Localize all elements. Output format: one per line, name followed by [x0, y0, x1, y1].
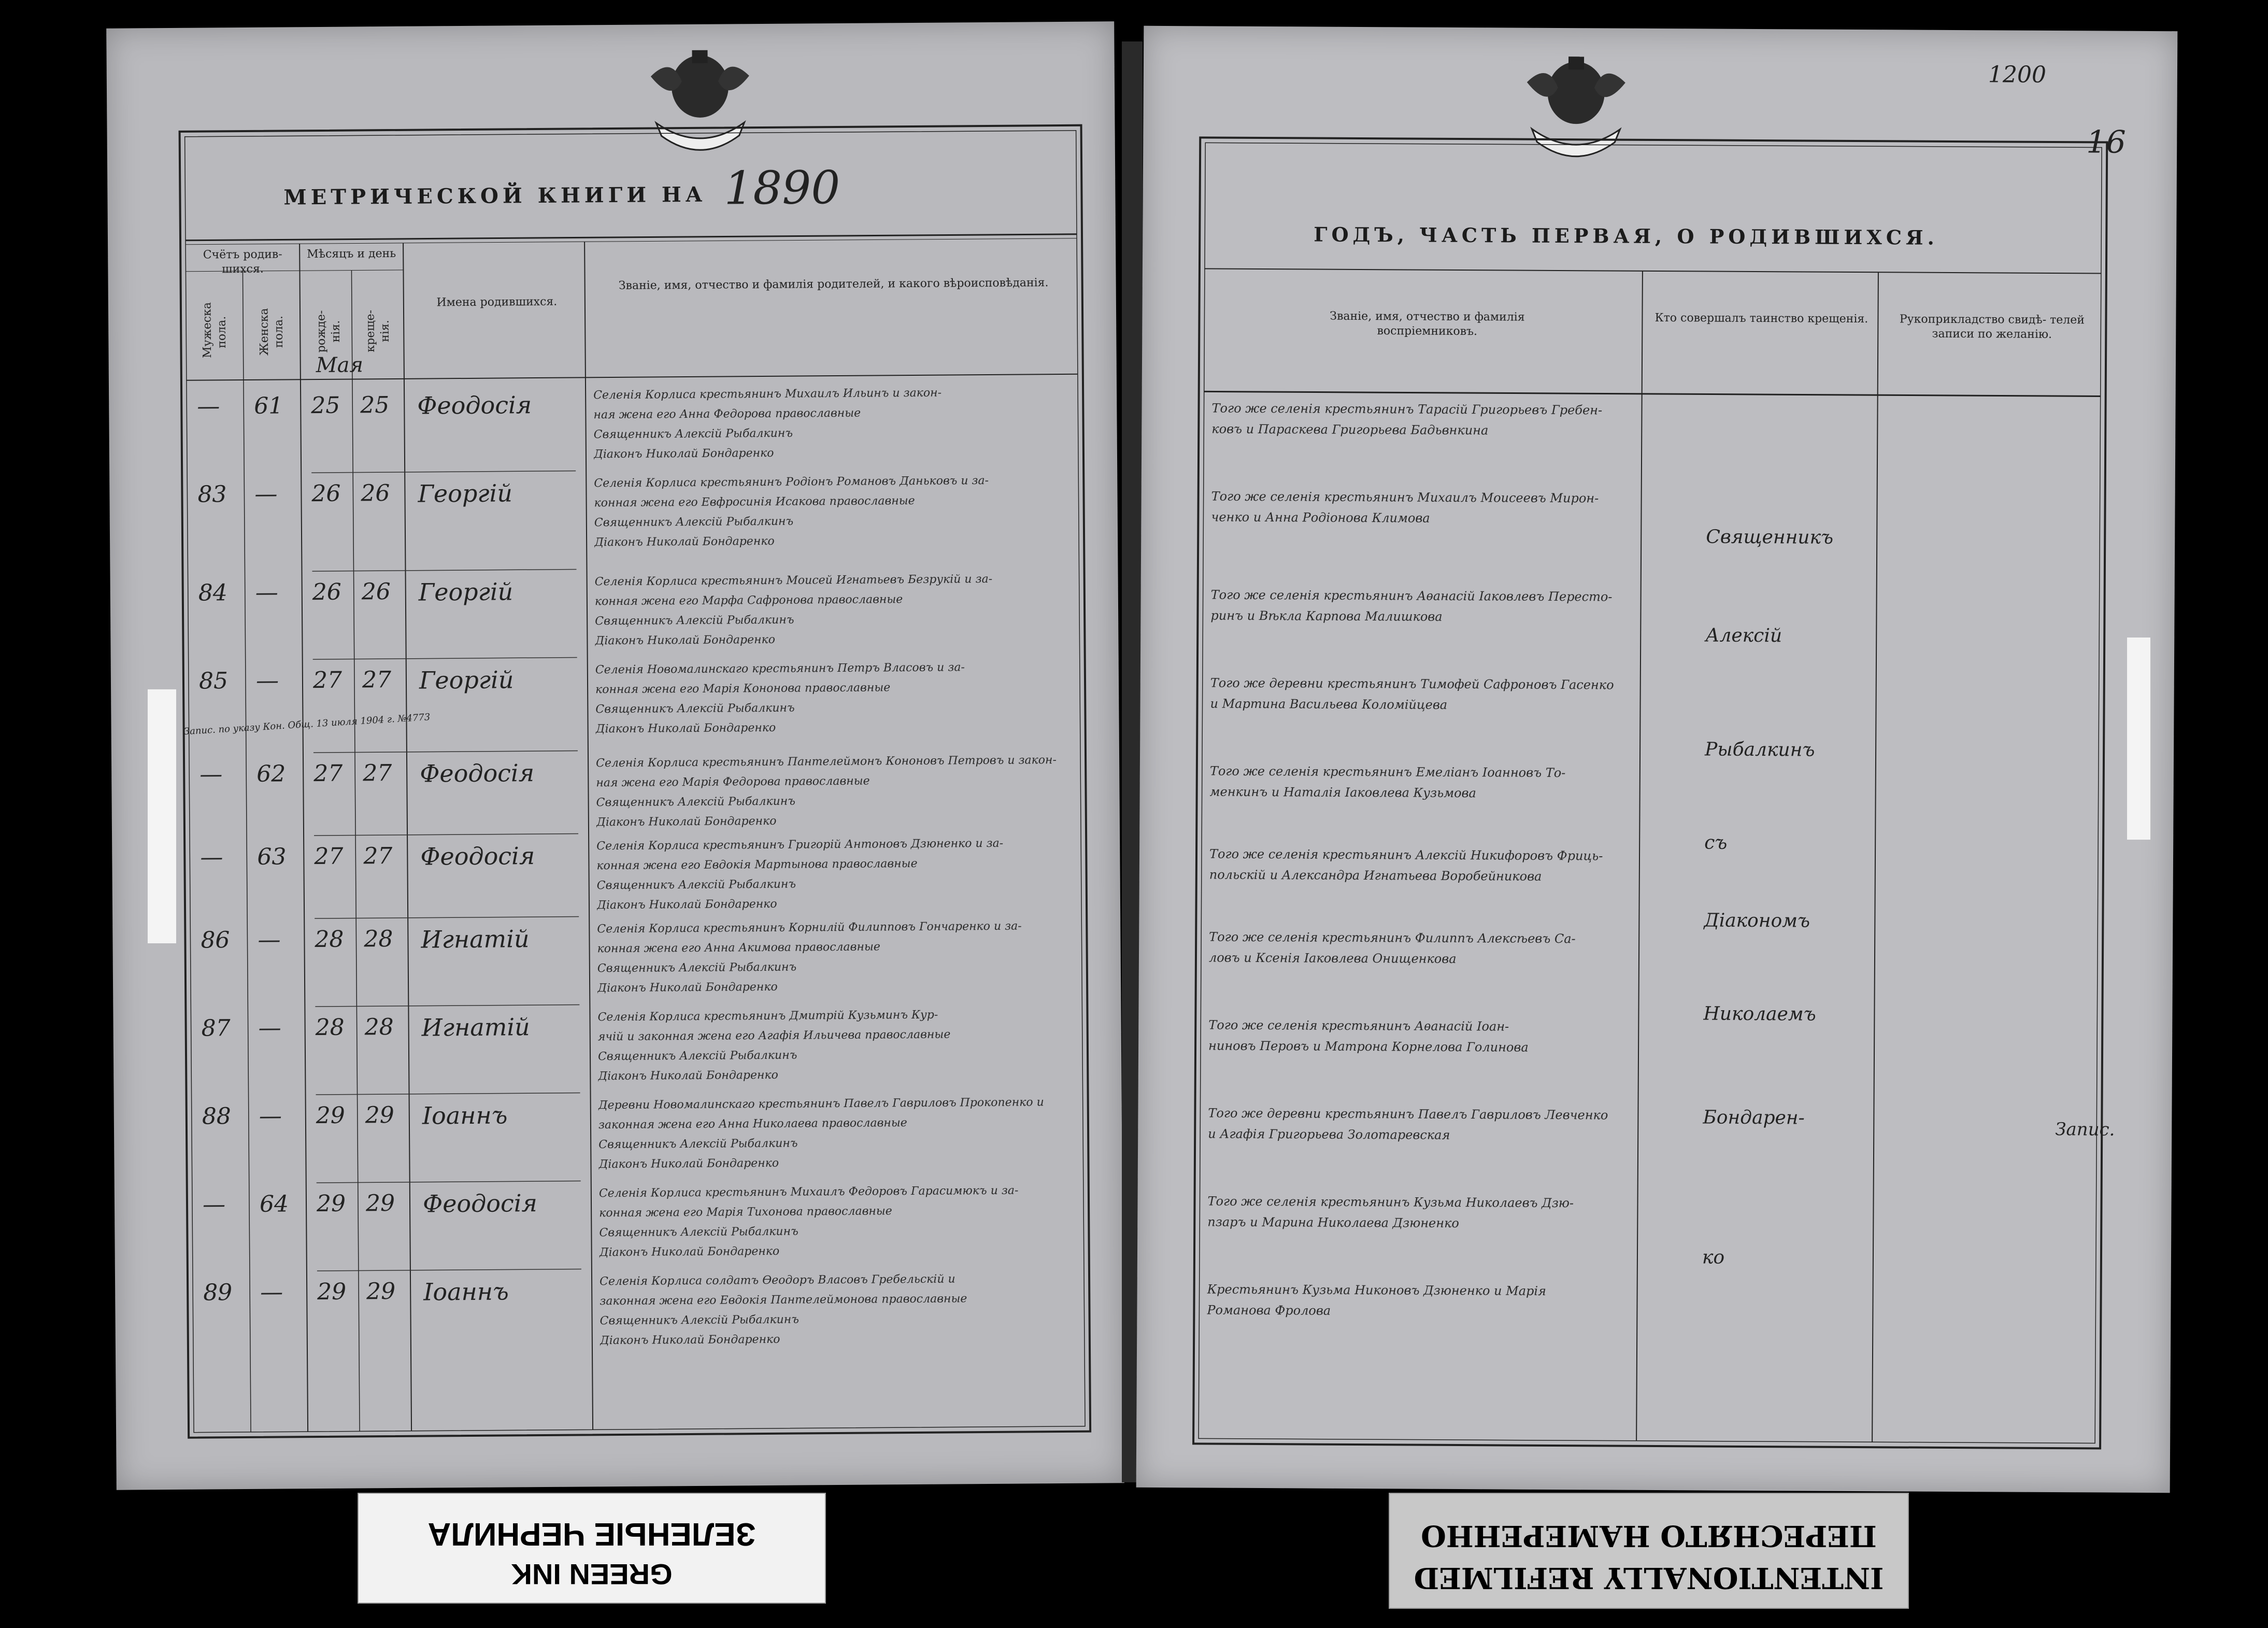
sponsor-line: ченко и Анна Родіонова Климова — [1211, 509, 1430, 526]
row-parents-line: конная жена его Марфа Сафронова православные — [594, 593, 903, 608]
header-month-day: Мѣсяцъ и день — [307, 247, 396, 261]
row-birth-day: 27 — [313, 760, 343, 787]
row-parents-line: законная жена его Анна Николаева православные — [598, 1116, 907, 1132]
row-birth-day: 26 — [311, 480, 341, 507]
row-baptism-day: 27 — [363, 760, 392, 787]
row-parents-line: Священникъ Алексій Рыбалкинъ — [596, 877, 796, 893]
sponsor-line: Того же селенія крестьянинъ Алексій Никифоровъ Фриць- — [1209, 846, 1603, 863]
sponsor-line: ковъ и Параскева Григорьева Бадьвнкина — [1211, 421, 1489, 438]
row-baptism-day: 29 — [365, 1190, 395, 1217]
row-male-number: 85 — [198, 668, 229, 695]
row-birth-day: 29 — [316, 1190, 346, 1218]
row-baptism-day: 27 — [362, 667, 392, 693]
row-parents-line: конная жена его Евфросинія Исакова православные — [594, 494, 915, 510]
book-title: МЕТРИЧЕСКОЙ КНИГИ НА — [283, 182, 707, 210]
row-parents-line: Священникъ Алексій Рыбалкинъ — [595, 701, 795, 716]
row-female-number: 64 — [259, 1191, 289, 1218]
right-page — [1136, 26, 2178, 1493]
sponsor-line: Того же деревни крестьянинъ Павелъ Гавриловъ Левченко — [1208, 1106, 1608, 1123]
sponsor-line: Того же селенія крестьянинъ Филиппъ Алексѣевъ Са- — [1209, 929, 1576, 946]
row-male-number: 87 — [201, 1015, 231, 1042]
row-parents-line: Священникъ Алексій Рыбалкинъ — [600, 1313, 799, 1328]
row-parents-line: законная жена его Евдокія Пантелеймонова православные — [600, 1292, 967, 1308]
green-ink-ru: ЗЕЛЕНЫЕ ЧЕРНИЛА — [427, 1516, 756, 1552]
row-parents-line: Священникъ Алексій Рыбалкинъ — [593, 427, 793, 442]
row-parents-line: Деревни Новомалинскаго крестьянинъ Павелъ Гавриловъ Прокопенко и — [598, 1096, 1044, 1112]
row-baptism-day: 27 — [363, 843, 393, 870]
row-birth-day: 28 — [315, 926, 344, 953]
row-birth-day: 28 — [315, 1014, 345, 1041]
header-male: Мужеска пола. — [201, 302, 229, 359]
sponsor-line: ниновъ Перовъ и Матрона Корнелова Голинова — [1208, 1038, 1529, 1055]
sponsor-line: Романова Фролова — [1207, 1303, 1331, 1318]
row-female-number: — — [259, 1102, 282, 1129]
performed-by-word: Рыбалкинъ — [1704, 739, 1815, 761]
sponsor-line: ловъ и Ксенія Іаковлева Онищенкова — [1208, 950, 1457, 966]
refilmed-en: INTENTIONALLY REFILMED — [1414, 1561, 1884, 1595]
row-parents-line: Священникъ Алексій Рыбалкинъ — [599, 1225, 798, 1240]
header-count: Счётъ родив- шихся. — [203, 248, 282, 276]
row-parents-line: Діаконъ Николай Бондаренко — [595, 633, 776, 648]
row-male-number: 86 — [201, 927, 230, 954]
row-male-number: — — [197, 393, 220, 420]
row-male-number: 84 — [198, 579, 227, 606]
row-female-number: — — [260, 1279, 283, 1306]
sponsor-line: менкинъ и Наталія Іаковлева Кузьмова — [1209, 784, 1476, 801]
header-parents: Званіе, имя, отчество и фамилія родителей, и какого вѣроисповѣданія. — [618, 276, 1049, 292]
sponsor-line: и Агафія Григорьева Золотаревская — [1208, 1126, 1450, 1142]
performed-by-word: Бондарен- — [1703, 1107, 1805, 1129]
row-baptism-day: 29 — [365, 1101, 395, 1129]
row-male-number: 89 — [203, 1279, 233, 1306]
row-parents-line: ячій и законная жена его Агафія Ильичева православные — [597, 1028, 951, 1044]
header-performed-by: Кто совершалъ таинство крещенія. — [1654, 311, 1868, 326]
row-birth-day: 29 — [316, 1102, 346, 1129]
margin-note: Запис. по указу Кон. Общ. 13 июля 1904 г. №4773 — [183, 712, 431, 738]
row-baptism-day: 28 — [364, 1014, 394, 1041]
row-parents-line: Селенія Корлиса крестьянинъ Корнилій Филипповъ Гончаренко и за- — [597, 919, 1022, 936]
row-parents-line: Діаконъ Николай Бондаренко — [596, 814, 777, 829]
row-parents-line: Селенія Новомалинскаго крестьянинъ Петръ Власовъ и за- — [595, 661, 965, 677]
sponsor-line: Того же селенія крестьянинъ Тарасій Григорьевъ Гребен- — [1211, 401, 1603, 418]
sponsor-line: Того же селенія крестьянинъ Аѳанасій Іоан- — [1208, 1017, 1509, 1034]
row-female-number: — — [258, 926, 281, 953]
row-female-number: — — [254, 480, 278, 507]
row-parents-line: Селенія Корлиса крестьянинъ Михаилъ Ильинъ и закон- — [593, 386, 942, 402]
row-child-name: Іоаннъ — [422, 1101, 508, 1130]
row-parents-line: Священникъ Алексій Рыбалкинъ — [598, 1137, 798, 1152]
sponsor-line: Того же селенія крестьянинъ Емеліанъ Іоанновъ То- — [1209, 763, 1566, 781]
row-parents-line: Діаконъ Николай Бондаренко — [598, 1068, 778, 1083]
row-parents-line: Священникъ Алексій Рыбалкинъ — [597, 960, 797, 975]
green-ink-en: GREEN INK — [511, 1558, 673, 1591]
row-child-name: Феодосія — [420, 842, 535, 871]
row-parents-line: Діаконъ Николай Бондаренко — [596, 897, 777, 912]
row-parents-line: Селенія Корлиса солдатъ Ѳеодоръ Власовъ Гребельскій и — [599, 1272, 955, 1289]
row-parents-line: Священникъ Алексій Рыбалкинъ — [594, 515, 794, 530]
row-parents-line: Селенія Корлиса крестьянинъ Михаилъ Федоровъ Гарасимюкъ и за- — [598, 1184, 1019, 1200]
row-parents-line: Діаконъ Николай Бондаренко — [593, 446, 774, 461]
row-female-number: — — [255, 667, 279, 694]
row-parents-line: конная жена его Марія Тихонова православные — [599, 1205, 892, 1220]
performed-by-word: Діакономъ — [1704, 910, 1810, 932]
header-female: Женска пола. — [258, 308, 286, 356]
row-child-name: Феодосія — [422, 1189, 538, 1218]
binder-tab-left — [148, 689, 176, 943]
header-sponsors: Званіе, имя, отчество и фамилія воспріемниковъ. — [1330, 309, 1525, 338]
row-parents-line: Діаконъ Николай Бондаренко — [598, 1156, 779, 1171]
refilmed-ru: ПЕРЕСНЯТО НАМЕРЕННО — [1421, 1519, 1877, 1553]
row-male-number: — — [199, 761, 223, 788]
row-birth-day: 29 — [317, 1278, 347, 1306]
row-parents-line: Селенія Корлиса крестьянинъ Родіонъ Романовъ Даньковъ и за- — [594, 474, 989, 490]
row-parents-line: конная жена его Евдокія Мартынова православные — [596, 857, 918, 873]
row-parents-line: Діаконъ Николай Бондаренко — [597, 980, 778, 995]
row-female-number: — — [258, 1014, 281, 1041]
row-birth-day: 27 — [314, 843, 344, 870]
refilmed-label — [1389, 1493, 1909, 1609]
row-female-number: 61 — [254, 392, 283, 419]
row-male-number: 83 — [197, 481, 227, 508]
row-parents-line: Священникъ Алексій Рыбалкинъ — [597, 1049, 797, 1064]
header-signatures: Рукоприкладство свидѣ- телей записи по желанію. — [1899, 313, 2085, 341]
row-parents-line: Селенія Корлиса крестьянинъ Пантелеймонъ Кононовъ Петровъ и закон- — [596, 754, 1057, 770]
left-page — [106, 21, 1124, 1490]
header-baptized: креще- нія. — [364, 309, 392, 352]
sponsor-line: польскій и Александра Игнатьева Воробейникова — [1209, 867, 1542, 884]
row-parents-line: ная жена его Марія Федорова православные — [596, 774, 870, 790]
row-child-name: Игнатій — [421, 925, 530, 954]
row-baptism-day: 26 — [361, 480, 390, 507]
row-child-name: Георгій — [419, 666, 514, 695]
sponsor-line: и Мартина Васильева Коломійцева — [1210, 696, 1448, 712]
performed-by-word: Священникъ — [1706, 526, 1834, 548]
row-male-number: — — [202, 1191, 226, 1218]
header-born: рожде- нія. — [315, 310, 343, 353]
row-child-name: Георгій — [418, 577, 513, 606]
row-parents-line: Священникъ Алексій Рыбалкинъ — [596, 795, 795, 810]
row-baptism-day: 28 — [364, 926, 393, 953]
row-child-name: Георгій — [418, 479, 513, 508]
row-child-name: Іоаннъ — [423, 1277, 509, 1306]
green-ink-label — [358, 1493, 826, 1604]
performed-by-word: Николаемъ — [1703, 1003, 1816, 1025]
sponsor-line: ринъ и Вѣкла Карпова Малишкова — [1210, 608, 1443, 624]
binder-tab-right — [2127, 638, 2150, 840]
row-birth-day: 25 — [311, 392, 340, 419]
row-parents-line: Діаконъ Николай Бондаренко — [594, 534, 775, 549]
row-parents-line: Діаконъ Николай Бондаренко — [595, 721, 776, 736]
sponsor-line: Того же деревни крестьянинъ Тимофей Сафроновъ Гасенко — [1210, 675, 1614, 692]
row-female-number: 62 — [256, 760, 286, 787]
row-parents-line: ная жена его Анна Федорова православные — [593, 406, 861, 422]
row-female-number: 63 — [257, 843, 287, 870]
row-parents-line: Священникъ Алексій Рыбалкинъ — [595, 613, 794, 628]
header-names: Имена родившихся. — [436, 295, 558, 309]
row-male-number: — — [200, 844, 223, 871]
sponsor-line: Того же селенія крестьянинъ Михаилъ Моисеевъ Мирон- — [1211, 489, 1599, 506]
row-parents-line: конная жена его Марія Кононова православные — [595, 681, 891, 697]
sponsor-line: Того же селенія крестьянинъ Аѳанасій Іаковлевъ Пересто- — [1210, 587, 1613, 604]
sponsor-line: Крестьянинъ Кузьма Никоновъ Дзюненко и Марія — [1207, 1282, 1547, 1298]
folio-mark: 16 — [2086, 124, 2126, 161]
row-parents-line: Селенія Корлиса крестьянинъ Моисей Игнатьевъ Безрукій и за- — [594, 572, 993, 589]
performed-by-word: Алексій — [1705, 625, 1782, 647]
row-baptism-day: 29 — [366, 1278, 396, 1305]
right-margin-mark: Запис. — [2055, 1119, 2115, 1140]
row-birth-day: 27 — [312, 667, 343, 694]
year: 1890 — [724, 160, 840, 215]
right-title: ГОДЪ, ЧАСТЬ ПЕРВАЯ, О РОДИВШИХСЯ. — [1314, 222, 1938, 249]
row-baptism-day: 26 — [361, 578, 391, 605]
row-birth-day: 26 — [312, 578, 341, 606]
sponsor-line: пзаръ и Марина Николаева Дзюненко — [1207, 1214, 1459, 1231]
right-table-grid — [1136, 26, 2178, 1493]
row-child-name: Игнатій — [421, 1013, 530, 1042]
folio-number: 1200 — [1988, 61, 2047, 88]
month-label: Мая — [316, 353, 364, 378]
row-parents-line: Діаконъ Николай Бондаренко — [600, 1333, 780, 1348]
row-male-number: 88 — [202, 1103, 232, 1130]
row-child-name: Феодосія — [420, 759, 535, 788]
row-parents-line: Селенія Корлиса крестьянинъ Дмитрій Кузьминъ Кур- — [597, 1008, 938, 1024]
performed-by-word: ко — [1702, 1247, 1725, 1268]
row-parents-line: конная жена его Анна Акимова православные — [597, 940, 880, 956]
performed-by-word: съ — [1704, 832, 1728, 854]
row-parents-line: Селенія Корлиса крестьянинъ Григорій Антоновъ Дзюненко и за- — [596, 837, 1004, 853]
row-parents-line: Діаконъ Николай Бондаренко — [599, 1244, 780, 1259]
row-baptism-day: 25 — [360, 392, 390, 419]
row-child-name: Феодосія — [417, 391, 532, 420]
sponsor-line: Того же селенія крестьянинъ Кузьма Николаевъ Дзю- — [1207, 1194, 1574, 1211]
row-female-number: — — [255, 579, 278, 606]
